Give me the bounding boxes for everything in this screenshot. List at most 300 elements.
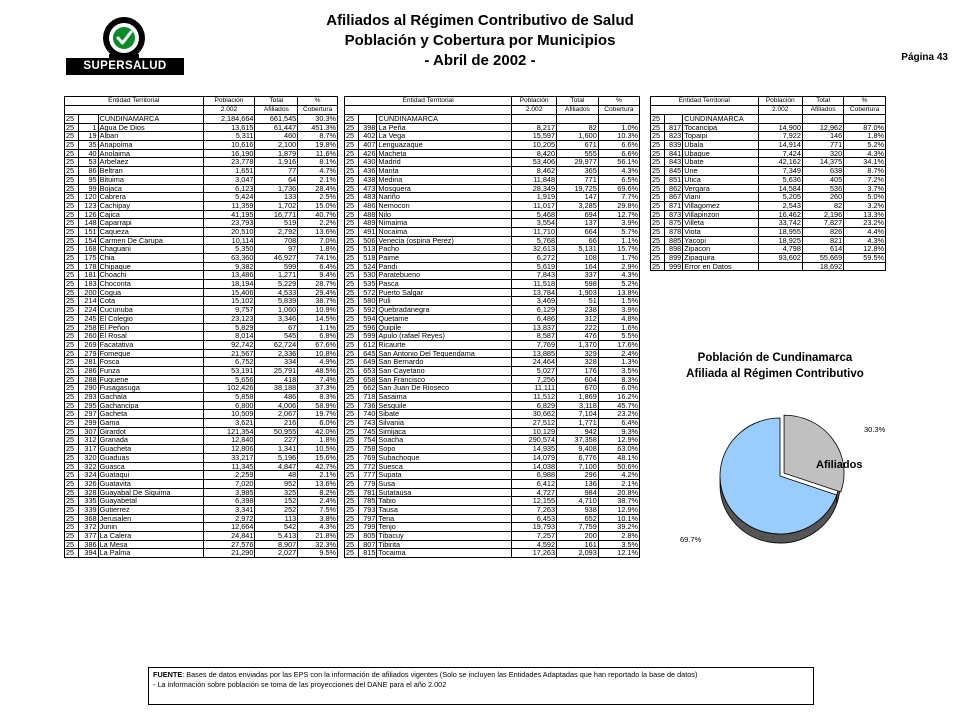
table-row (65, 514, 338, 523)
municipality-name: Nimaima (377, 219, 512, 228)
coverage-value: 7.0% (298, 236, 338, 245)
affiliates-value: 2,067 (255, 410, 298, 419)
muni-code: 168 (79, 245, 98, 254)
population-value: 53,191 (203, 366, 255, 375)
municipality-name: Tenjo (377, 523, 512, 532)
table-row (345, 271, 640, 280)
coverage-value: 34.1% (844, 158, 886, 167)
muni-code: 580 (358, 297, 377, 306)
table-row (345, 115, 640, 124)
coverage-value: 8.2% (298, 488, 338, 497)
affiliates-value: 14,375 (802, 158, 843, 167)
muni-code: 335 (79, 497, 98, 506)
municipality-name: Suesca (377, 462, 512, 471)
municipality-name: Utica (683, 175, 758, 184)
muni-code: 322 (79, 462, 98, 471)
table-row (65, 453, 338, 462)
dept-code: 25 (345, 236, 359, 245)
municipality-name: Villagomez (683, 201, 758, 210)
affiliates-value: 821 (802, 236, 843, 245)
affiliates-value: 938 (557, 505, 599, 514)
affiliates-value: 337 (557, 271, 599, 280)
coverage-value: 1.8% (298, 245, 338, 254)
municipality-name: Error en Datos (683, 262, 758, 271)
table-row (651, 236, 886, 245)
muni-code: 596 (358, 323, 377, 332)
affiliates-value: 1,600 (557, 132, 599, 141)
coverage-value: 45.7% (598, 401, 639, 410)
coverage-value: 4.7% (298, 167, 338, 176)
coverage-value: 3.2% (844, 201, 886, 210)
dept-code: 25 (345, 123, 359, 132)
affiliates-value: 7,827 (802, 219, 843, 228)
muni-code: 281 (79, 358, 98, 367)
table-row (65, 201, 338, 210)
coverage-value: 13.3% (844, 210, 886, 219)
coverage-value: 5.0% (844, 193, 886, 202)
population-value: 4,592 (512, 540, 557, 549)
dept-code: 25 (65, 393, 79, 402)
affiliates-value: 2,196 (802, 210, 843, 219)
coverage-value: 20.8% (598, 488, 639, 497)
pie-slice-label: Afiliados (816, 459, 863, 471)
affiliates-value: 260 (802, 193, 843, 202)
population-value: 14,914 (758, 141, 802, 150)
table-row (345, 445, 640, 454)
population-value: 23,123 (203, 314, 255, 323)
muni-code: 599 (358, 332, 377, 341)
municipality-name: Quetame (377, 314, 512, 323)
muni-code: 518 (358, 254, 377, 263)
municipality-name: Anapoima (98, 141, 203, 150)
affiliates-value: 9,408 (557, 445, 599, 454)
municipality-name: Manta (377, 167, 512, 176)
population-value: 3,341 (203, 505, 255, 514)
table-row (65, 436, 338, 445)
affiliates-value: 238 (557, 306, 599, 315)
dept-code: 25 (651, 123, 665, 132)
population-value: 10,205 (512, 141, 557, 150)
population-value: 5,205 (758, 193, 802, 202)
muni-code: 297 (79, 410, 98, 419)
population-value: 5,858 (203, 393, 255, 402)
dept-code: 25 (345, 366, 359, 375)
dept-code: 25 (345, 393, 359, 402)
muni-code: 878 (664, 227, 683, 236)
municipality-name: Guayabal De Siquima (98, 488, 203, 497)
header-total: Total (255, 97, 298, 106)
footnote-label: FUENTE (153, 670, 183, 679)
muni-code: 530 (358, 271, 377, 280)
population-value: 8,014 (203, 332, 255, 341)
affiliates-value: 4,006 (255, 401, 298, 410)
municipality-name: San Juan De Rioseco (377, 384, 512, 393)
coverage-value: 7.5% (298, 505, 338, 514)
affiliates-value: 1,879 (255, 149, 298, 158)
dept-code: 25 (345, 149, 359, 158)
coverage-value: 12.9% (598, 505, 639, 514)
dept-code: 25 (345, 219, 359, 228)
coverage-value: 6.4% (598, 419, 639, 428)
affiliates-value: 113 (255, 514, 298, 523)
population-value: 20,510 (203, 227, 255, 236)
table-row (345, 132, 640, 141)
affiliates-value: 222 (557, 323, 599, 332)
municipality-name: Silvania (377, 419, 512, 428)
population-value: 121,354 (203, 427, 255, 436)
table-row (651, 254, 886, 263)
coverage-value: 7.7% (598, 193, 639, 202)
population-value: 18,925 (758, 236, 802, 245)
municipality-name: Alban (98, 132, 203, 141)
population-value: 3,554 (512, 219, 557, 228)
muni-code: 871 (664, 201, 683, 210)
page-number: Página 43 (901, 52, 948, 63)
dept-code: 25 (65, 471, 79, 480)
municipality-name: La Peña (377, 123, 512, 132)
population-value: 5,656 (203, 375, 255, 384)
municipality-name: Ubala (683, 141, 758, 150)
muni-code: 843 (664, 158, 683, 167)
municipality-table-3 (650, 96, 886, 271)
population-value: 11,111 (512, 384, 557, 393)
table-row (65, 410, 338, 419)
table-row (345, 393, 640, 402)
muni-code: 181 (79, 271, 98, 280)
population-value: 2,543 (758, 201, 802, 210)
muni-code: 175 (79, 254, 98, 263)
municipality-name: San Francisco (377, 375, 512, 384)
population-value: 14,079 (512, 453, 557, 462)
table-row (651, 245, 886, 254)
dept-code: 25 (65, 288, 79, 297)
dept-code: 25 (651, 115, 665, 124)
municipality-name: Zipacon (683, 245, 758, 254)
affiliates-value: 12,962 (802, 123, 843, 132)
chart-subtitle: Afiliada al Régimen Contributivo (686, 368, 864, 380)
coverage-value: 11.6% (298, 149, 338, 158)
muni-code: 258 (79, 323, 98, 332)
affiliates-value: 67 (255, 323, 298, 332)
population-value: 15,406 (203, 288, 255, 297)
dept-code: 25 (345, 471, 359, 480)
affiliates-value: 66 (557, 236, 599, 245)
table-row (65, 306, 338, 315)
footnote (148, 667, 814, 705)
coverage-value: 63.0% (598, 445, 639, 454)
dept-code: 25 (65, 271, 79, 280)
coverage-value: 2.2% (298, 219, 338, 228)
dept-code: 25 (65, 254, 79, 263)
dept-code: 25 (65, 497, 79, 506)
table-row (65, 123, 338, 132)
affiliates-value: 652 (557, 514, 599, 523)
coverage-value: 1.5% (598, 297, 639, 306)
coverage-value: 3.5% (598, 366, 639, 375)
table-row (345, 227, 640, 236)
municipality-name: Nemocon (377, 201, 512, 210)
table-row (345, 297, 640, 306)
header-pct-sub: Cobertura (598, 106, 639, 115)
header-total: Total (802, 97, 843, 106)
coverage-value: 13.6% (298, 479, 338, 488)
coverage-value: 2.5% (298, 193, 338, 202)
municipality-name: La Vega (377, 132, 512, 141)
municipality-name: Sopo (377, 445, 512, 454)
affiliates-value: 1,370 (557, 340, 599, 349)
muni-code: 662 (358, 384, 377, 393)
affiliates-value: 3,118 (557, 401, 599, 410)
muni-code: 873 (664, 210, 683, 219)
coverage-value: 74.1% (298, 254, 338, 263)
affiliates-value: 1,271 (255, 271, 298, 280)
affiliates-value: 476 (557, 332, 599, 341)
population-value: 6,123 (203, 184, 255, 193)
table-row (65, 401, 338, 410)
header-pct: % (298, 97, 338, 106)
population-value: 3,621 (203, 419, 255, 428)
muni-code: 483 (358, 193, 377, 202)
muni-code: 785 (358, 497, 377, 506)
municipality-name: Guatavita (98, 479, 203, 488)
municipality-name: Simijaca (377, 427, 512, 436)
table-row (345, 540, 640, 549)
municipality-name: El Peñon (98, 323, 203, 332)
dept-code: 25 (651, 210, 665, 219)
affiliates-value: 48 (255, 471, 298, 480)
coverage-value: 3.5% (598, 540, 639, 549)
table-row (345, 167, 640, 176)
muni-code: 279 (79, 349, 98, 358)
table-row (345, 175, 640, 184)
footnote-source: : Bases de datos enviadas por las EPS con la información de afiliados vigentes (Solo se incluyen las Entidades Adaptadas que han reportado la base de datos) (182, 670, 698, 679)
muni-code: 740 (358, 410, 377, 419)
muni-code: 1 (79, 123, 98, 132)
population-value: 7,263 (512, 505, 557, 514)
affiliates-value: 152 (255, 497, 298, 506)
population-value: 10,114 (203, 236, 255, 245)
coverage-value (844, 262, 886, 271)
dept-code: 25 (345, 254, 359, 263)
table-row (651, 141, 886, 150)
affiliates-value: 2,792 (255, 227, 298, 236)
population-value: 5,636 (758, 175, 802, 184)
table-row (65, 445, 338, 454)
population-value: 11,017 (512, 201, 557, 210)
affiliates-value: 984 (557, 488, 599, 497)
population-value: 7,424 (758, 149, 802, 158)
population-value: 42,162 (758, 158, 802, 167)
dept-code: 25 (65, 479, 79, 488)
dept-code: 25 (65, 236, 79, 245)
dept-code: 25 (651, 158, 665, 167)
table-row (65, 419, 338, 428)
muni-code: 488 (358, 210, 377, 219)
coverage-value: 4.9% (298, 358, 338, 367)
affiliates-value: 18,692 (802, 262, 843, 271)
dept-code: 25 (345, 540, 359, 549)
table-row (345, 471, 640, 480)
coverage-value: 13.6% (298, 227, 338, 236)
population-value: 28,349 (512, 184, 557, 193)
affiliates-value: 5,839 (255, 297, 298, 306)
table-row (65, 332, 338, 341)
coverage-value: 9.5% (298, 549, 338, 558)
municipality-name: Fomeque (98, 349, 203, 358)
dept-code: 25 (345, 384, 359, 393)
affiliates-value: 1,341 (255, 445, 298, 454)
population-value: 16,190 (203, 149, 255, 158)
coverage-value: 5.5% (598, 332, 639, 341)
population-value: 4,798 (758, 245, 802, 254)
dept-code: 25 (345, 227, 359, 236)
header-pct-sub: Cobertura (298, 106, 338, 115)
affiliates-value: 2,027 (255, 549, 298, 558)
table-row (345, 332, 640, 341)
muni-code (664, 115, 683, 124)
municipality-name: Tibirita (377, 540, 512, 549)
table-row (65, 175, 338, 184)
affiliates-value: 4,533 (255, 288, 298, 297)
coverage-value: 1.6% (598, 323, 639, 332)
dept-code: 25 (651, 262, 665, 271)
coverage-value: 14.5% (298, 314, 338, 323)
population-value: 14,935 (512, 445, 557, 454)
header-poblacion: Población (512, 97, 557, 106)
coverage-value: 2.9% (598, 262, 639, 271)
muni-code: 769 (358, 453, 377, 462)
coverage-value: 12.7% (598, 210, 639, 219)
affiliates-value (557, 115, 599, 124)
table-row (65, 540, 338, 549)
coverage-value: 15.0% (298, 201, 338, 210)
dept-code: 25 (651, 227, 665, 236)
dept-code: 25 (345, 453, 359, 462)
dept-code: 25 (65, 323, 79, 332)
table-row (651, 175, 886, 184)
affiliates-value: 545 (255, 332, 298, 341)
coverage-value: 38.7% (298, 297, 338, 306)
population-value: 14,584 (758, 184, 802, 193)
table-row (65, 280, 338, 289)
table-row (65, 236, 338, 245)
municipality-table-2 (344, 96, 640, 558)
municipality-name: Gacheta (98, 410, 203, 419)
dept-code: 25 (345, 497, 359, 506)
muni-code (79, 115, 98, 124)
municipality-name: Nocaima (377, 227, 512, 236)
muni-code: 317 (79, 445, 98, 454)
coverage-value: 4.3% (844, 149, 886, 158)
affiliates-value: 771 (557, 175, 599, 184)
affiliates-value: 599 (255, 262, 298, 271)
dept-code: 25 (65, 532, 79, 541)
muni-code: 875 (664, 219, 683, 228)
population-value: 21,290 (203, 549, 255, 558)
coverage-value: 2.4% (298, 497, 338, 506)
population-value: 23,793 (203, 219, 255, 228)
table-row (65, 288, 338, 297)
page-subtitle: Población y Cobertura por Municipios (344, 32, 616, 49)
dept-code: 25 (65, 115, 79, 124)
dept-code: 25 (345, 245, 359, 254)
muni-code: 402 (358, 132, 377, 141)
muni-code: 154 (79, 236, 98, 245)
muni-code: 779 (358, 479, 377, 488)
muni-code: 815 (358, 549, 377, 558)
municipality-name: San Cayetano (377, 366, 512, 375)
page-title: Afiliados al Régimen Contributivo de Salud (326, 12, 634, 29)
population-value: 10,129 (512, 427, 557, 436)
municipality-name: Pasca (377, 280, 512, 289)
table-row (345, 401, 640, 410)
dept-code: 25 (65, 549, 79, 558)
header-total-sub: Afiliados (802, 106, 843, 115)
municipality-name: El Colegio (98, 314, 203, 323)
table-row (651, 167, 886, 176)
muni-code: 407 (358, 141, 377, 150)
coverage-value (844, 115, 886, 124)
affiliates-value: 328 (557, 358, 599, 367)
affiliates-value: 38,188 (255, 384, 298, 393)
affiliates-value: 97 (255, 245, 298, 254)
municipality-name: Soacha (377, 436, 512, 445)
municipality-name: Fosca (98, 358, 203, 367)
affiliates-value: 176 (557, 366, 599, 375)
dept-code: 25 (345, 158, 359, 167)
population-value: 27,512 (512, 419, 557, 428)
population-value: 2,972 (203, 514, 255, 523)
table-row (345, 280, 640, 289)
population-value: 5,829 (203, 323, 255, 332)
municipality-name: Ubate (683, 158, 758, 167)
dept-code: 25 (65, 523, 79, 532)
population-value: 63,360 (203, 254, 255, 263)
municipality-name: Quebradanegra (377, 306, 512, 315)
dept-code: 25 (65, 453, 79, 462)
population-value: 5,619 (512, 262, 557, 271)
muni-code: 793 (358, 505, 377, 514)
affiliates-value: 25,791 (255, 366, 298, 375)
dept-code: 25 (65, 175, 79, 184)
table-row (65, 427, 338, 436)
coverage-value: 12.9% (598, 436, 639, 445)
affiliates-value: 29,977 (557, 158, 599, 167)
table-row (65, 462, 338, 471)
table-row (65, 167, 338, 176)
dept-code: 25 (345, 323, 359, 332)
header-pct-sub: Cobertura (844, 106, 886, 115)
dept-code: 25 (65, 340, 79, 349)
table-row (345, 532, 640, 541)
municipality-name: Puli (377, 297, 512, 306)
coverage-value: 4.2% (598, 471, 639, 480)
affiliates-value: 136 (557, 479, 599, 488)
municipality-name: Caparrapi (98, 219, 203, 228)
header-poblacion: Población (203, 97, 255, 106)
header-entidad: Entidad Territorial (65, 97, 204, 106)
muni-code: 592 (358, 306, 377, 315)
municipality-name: Chaguani (98, 245, 203, 254)
table-row (345, 366, 640, 375)
muni-code: 823 (664, 132, 683, 141)
coverage-value: 3.8% (298, 514, 338, 523)
municipality-name: Bojaca (98, 184, 203, 193)
coverage-value: 1.7% (598, 254, 639, 263)
municipality-name: El Rosal (98, 332, 203, 341)
coverage-value: 9.4% (298, 271, 338, 280)
population-value: 4,727 (512, 488, 557, 497)
